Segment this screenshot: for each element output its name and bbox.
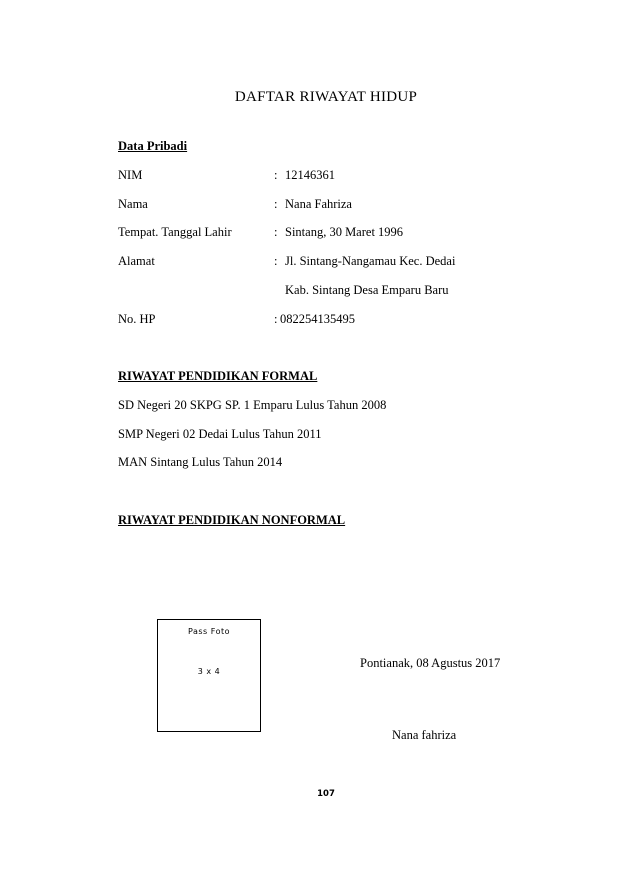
value-nim: 12146361 (285, 168, 335, 182)
label-nama: Nama (118, 197, 148, 211)
section-heading-personal: Data Pribadi (118, 139, 188, 153)
label-alamat: Alamat (118, 254, 155, 268)
formal-education-item: MAN Sintang Lulus Tahun 2014 (118, 455, 283, 469)
photo-label: Pass Foto (188, 627, 230, 636)
value-nohp: 082254135495 (280, 312, 355, 326)
photo-size: 3 x 4 (197, 667, 221, 676)
signature-name: Nana fahriza (392, 728, 457, 742)
formal-education-item: SD Negeri 20 SKPG SP. 1 Emparu Lulus Tahun 2008 (118, 398, 387, 412)
label-ttl: Tempat. Tanggal Lahir (118, 225, 232, 239)
formal-education-item: SMP Negeri 02 Dedai Lulus Tahun 2011 (118, 427, 322, 441)
colon-nim: : (274, 168, 278, 182)
value-alamat-line2: Kab. Sintang Desa Emparu Baru (285, 283, 449, 297)
colon-nohp: : (274, 312, 278, 326)
colon-alamat: : (274, 254, 278, 268)
colon-ttl: : (274, 225, 278, 239)
value-ttl: Sintang, 30 Maret 1996 (285, 225, 404, 239)
label-nohp: No. HP (118, 312, 156, 326)
page-number: 107 (317, 789, 335, 799)
label-nim: NIM (118, 168, 143, 182)
section-heading-nonformal: RIWAYAT PENDIDIKAN NONFORMAL (118, 513, 346, 527)
section-heading-formal: RIWAYAT PENDIDIKAN FORMAL (118, 369, 318, 383)
signature-place-date: Pontianak, 08 Agustus 2017 (360, 656, 501, 670)
colon-nama: : (274, 197, 278, 211)
document-title: DAFTAR RIWAYAT HIDUP (234, 89, 418, 105)
value-nama: Nana Fahriza (285, 197, 352, 211)
photo-placeholder-box (157, 619, 261, 732)
value-alamat-line1: Jl. Sintang-Nangamau Kec. Dedai (285, 254, 456, 268)
